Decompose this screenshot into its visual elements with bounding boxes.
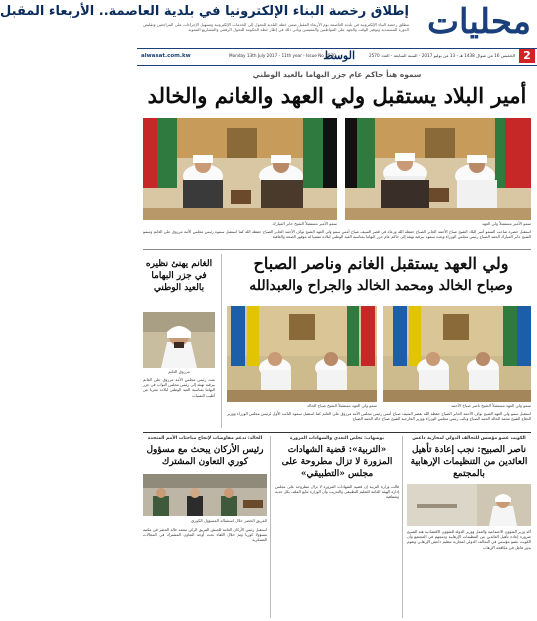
- story1-kicker: سموه هنأ حاكم عام جزر البهاما بالعيد الوطني: [252, 70, 422, 79]
- story2-photo-right: [383, 306, 531, 402]
- story2-caption-left: سمو ولي العهد مستقبلاً الشيخ صباح الخالد: [306, 403, 377, 408]
- dateline-english: Monday 13th July 2017 - 11th year - Issue No 2570: [229, 53, 336, 58]
- bottom-col1-photo: [407, 484, 531, 526]
- page-number: 2: [519, 49, 535, 63]
- side-divider: [221, 254, 222, 428]
- bottom-col2-headline: «التربية»: قضية الشهادات المزورة لا تزال مطروحة على مجلس «التطبيقي»: [281, 445, 393, 479]
- section-title: محليات: [426, 2, 531, 42]
- side-photo: [143, 312, 215, 368]
- story2-body: استقبل سمو ولي العهد الشيخ نواف الأحمد الجابر الصباح حفظه الله بقصر السيف صباح أمس رئيس مجلس الأمة مرزوق علي الغانم كما استقبل سموه النائب الأول لرئيس مجلس الوزراء ووزير الدفاع الشيخ محمد الخالد الحمد الصباح ونائب رئيس مجلس الوزراء ووزير الخارجية الشيخ صباح خالد الحمد الصباح: [227, 411, 531, 422]
- brand-logo: الوسط: [323, 49, 355, 62]
- story1-headline: أمير البلاد يستقبل ولي العهد والغانم والخالد: [147, 83, 527, 108]
- story2-photo-left: [227, 306, 377, 402]
- bottom-col1-headline: ناصر الصبيح: نجب إعادة تأهيل العائدين من التنظيمات الإرهابية بالمجتمع: [410, 445, 528, 479]
- story1-photo-left: [143, 118, 337, 220]
- divider: [143, 432, 531, 433]
- website-link[interactable]: alwasat.com.kw: [141, 53, 191, 59]
- bottom-col2-kicker: بوشهاب: تخلص التعدي والشهادات المزورة: [289, 436, 385, 441]
- bottom-col1-body: أكد وزير الشؤون الاجتماعية والعمل ووزير الدولة للشؤون الاقتصادية هند الصبيح ضرورة إعادة تأهيل العائدين من التنظيمات الإرهابية ودمجهم في المجتمع وأن الكويت عضو مؤسس في التحالف الدولي لمحاربة تنظيم داعش الإرهابي وتقوم بدور فاعل في مكافحة الإرهاب: [407, 529, 531, 550]
- story2-headline-line1: ولي العهد يستقبل الغانم وناصر الصباح: [253, 254, 509, 273]
- bottom-col3-body: استقبل رئيس الأركان العامة للجيش الفريق الركن محمد خالد الخضر في مكتبه مسؤولا كوريا وتم خلال اللقاء بحث أوجه التعاون المشترك في المجالات العسكرية: [143, 527, 267, 543]
- masthead-headline: إطلاق رخصة البناء الإلكترونيا في بلدية العاصمة.. الأربعاء المقبل: [0, 4, 409, 19]
- bottom-col3-headline: رئيس الأركان يبحث مع مسؤول كوري التعاون المشترك: [146, 445, 264, 467]
- side-caption: مرزوق الغانم: [168, 369, 190, 374]
- side-headline: الغانم يهنئ نظيره في جزر البهاما بالعيد الوطني: [145, 259, 213, 293]
- masthead-teaser: تنطلق رخصة البناء الإلكترونية في بلدية العاصمة يوم الأربعاء المقبل ضمن خطة البلدية للتحول إلى الخدمات الإلكترونية وتسهيل الإجراءات على المراجعين وتقليص الدورة المستندية وتوفير الوقت والجهد على المواطنين والمقيمين ويأتي ذلك في إطار خطة الحكومة للتحول الرقمي والمشاريع التنموية: [143, 22, 409, 32]
- story1-body: استقبل حضرة صاحب السمو أمير البلاد الشيخ صباح الأحمد الجابر الصباح حفظه الله ورعاه في قصر السيف صباح أمس سمو ولي العهد الشيخ نواف الأحمد الجابر الصباح حفظه الله كما استقبل سموه رئيس مجلس الأمة مرزوق علي الغانم وسمو الشيخ جابر المبارك الحمد الصباح رئيس مجلس الوزراء وبعث سموه ببرقية تهنئة إلى حاكم عام جزر البهاما بمناسبة العيد الوطني لبلاده متمنيا له موفور الصحة والعافية: [143, 229, 531, 240]
- story2-caption-right: سمو ولي العهد مستقبلاً الشيخ ناصر صباح الأحمد: [450, 403, 531, 408]
- col-divider: [402, 436, 403, 618]
- dateline-arabic: الخميس 16 من شوال 1438 هـ - 13 من يوليو 2017 - السنة السابعة - العدد 2570: [368, 53, 515, 58]
- bottom-col3-photo: [143, 474, 267, 516]
- side-body: بعث رئيس مجلس الأمة مرزوق علي الغانم ببرقية تهنئة إلى رئيس مجلس النواب في جزر البهاما بمناسبة العيد الوطني لبلاده معربا عن أطيب التمنيات: [143, 377, 215, 398]
- bottom-col1-kicker: الكويت عضو مؤسس للتحالف الدولي لمحاربة داعش: [412, 436, 526, 441]
- story2-headline-line2: وصباح الخالد ومحمد الخالد والجراح والعبدالله: [249, 278, 513, 294]
- bottom-col2-body: قالت وزارة التربية إن قضية الشهادات المزورة لا تزال مطروحة على مجلس إدارة الهيئة العامة للتعليم التطبيقي والتدريب وأن الوزارة تتابع الملف بكل جدية وشفافية: [275, 484, 399, 500]
- divider: [143, 249, 531, 250]
- col-divider: [270, 436, 271, 618]
- story1-caption-left: سمو الأمير مستقبلاً الشيخ جابر المبارك: [272, 221, 337, 226]
- bottom-col3-kicker: الخالد: ندعم مفاوضات لإنجاح مباحثات الأمم المتحدة: [147, 436, 263, 441]
- bottom-col3-caption: الفريق الخضر خلال استقباله المسؤول الكوري: [191, 518, 267, 523]
- story1-photo-right: [345, 118, 531, 220]
- story1-caption-right: سمو الأمير مستقبلاً ولي العهد: [482, 221, 531, 226]
